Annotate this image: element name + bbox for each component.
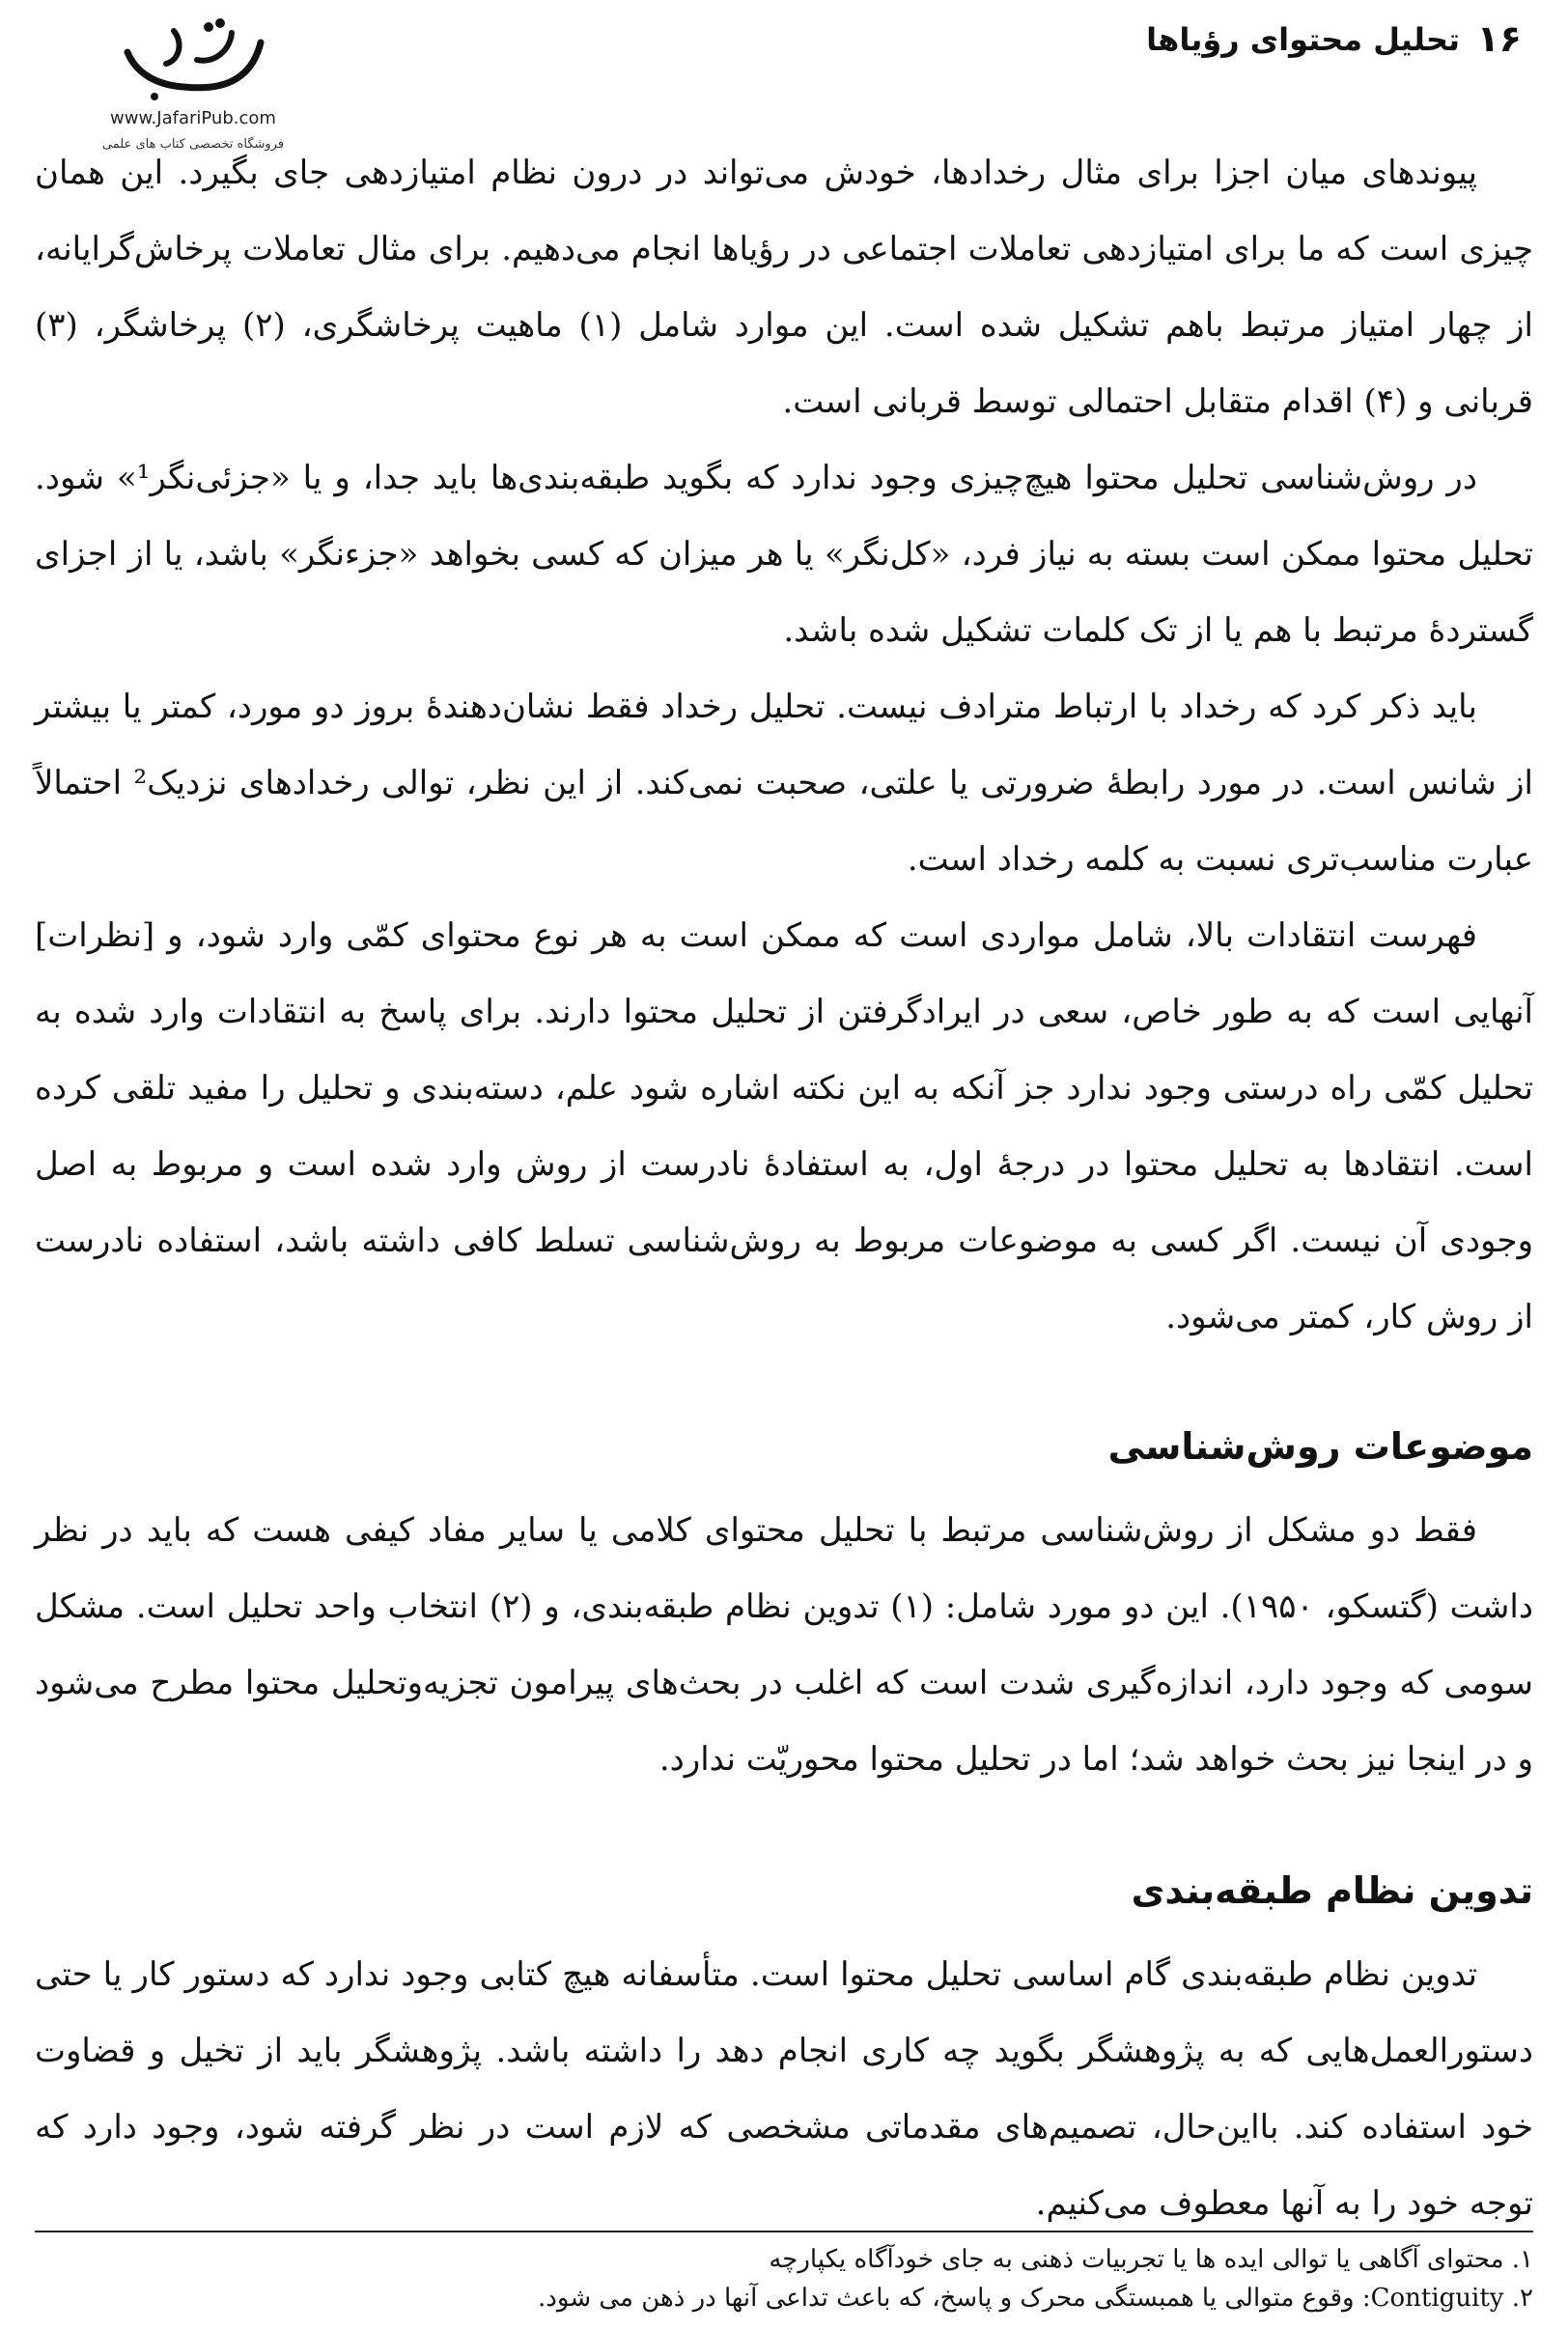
footnote-1 xyxy=(35,2240,1533,2279)
page-number: ۱۶ xyxy=(1476,17,1522,60)
footnote-text: : وقوع متوالی یا همبستگی محرک و پاسخ، که باعث تداعی آنها در ذهن می شود. xyxy=(538,2284,1371,2313)
footnote-marker: ۲. xyxy=(1511,2284,1533,2313)
body-paragraph-4: فهرست انتقادات بالا، شامل مواردی است که ممکن است به هر نوع محتوای کمّی وارد شود، و [نظرات] آنهایی است که به طور خاص، سعی در ایرادگرفتن از تحلیل محتوا دارند. برای پاسخ به انتقادات وارد شده به تحلیل کمّی راه درستی وجود ندارد جز آنکه به این نکته اشاره شود علم، دسته‌بندی و تحلیل را مفید تلقی کرده است. انتقادها به تحلیل محتوا در درجهٔ اول، به استفادهٔ نادرست از روش وارد شده است و مربوط به اصل وجودی آن نیست. اگر کسی به موضوعات مربوط به روش‌شناسی تسلط کافی داشته باشد، استفاده نادرست از روش کار، کمتر می‌شود. xyxy=(35,916,1533,1336)
section-1-paragraph: فقط دو مشکل از روش‌شناسی مرتبط با تحلیل محتوای کلامی یا سایر مفاد کیفی هست که باید در نظر داشت (گتسکو، ۱۹۵۰). این دو مورد شامل: (۱) تدوین نظام طبقه‌بندی، و (۲) انتخاب واحد تحلیل است. مشکل سومی که وجود دارد، اندازه‌گیری شدت است که اغلب در بحث‌های پیرامون تجزیه‌وتحلیل محتوا مطرح می‌شود و در اینجا نیز بحث خواهد شد؛ اما در تحلیل محتوا محوریّت ندارد. xyxy=(35,1511,1534,1779)
publisher-url: www.JafariPub.com xyxy=(110,108,276,128)
section-heading-classification: تدوین نظام طبقه‌بندی xyxy=(1131,1869,1533,1912)
body-paragraph-2: در روش‌شناسی تحلیل محتوا هیچ‌چیزی وجود ندارد که بگوید طبقه‌بندی‌ها باید جدا، و یا «جزئی‌نگر¹» شود. تحلیل محتوا ممکن است بسته به نیاز فرد، «کل‌نگر» یا هر میزان که کسی بخواهد «جزءنگر» باشد، یا از اجزای گستردهٔ مرتبط با هم یا از تک کلمات تشکیل شده باشد. xyxy=(35,459,1533,650)
section-2-paragraph: تدوین نظام طبقه‌بندی گام اساسی تحلیل محتوا است. متأسفانه هیچ کتابی وجود ندارد که دستور کار یا حتی دستورالعمل‌هایی که به پژوهشگر بگوید چه کاری انجام دهد را داشته باشد. پژوهشگر باید از تخیل و قضاوت خود استفاده کند. بااین‌حال، تصمیم‌های مقدماتی مشخصی که لازم است در نظر گرفته شود، وجود دارد که توجه خود را به آنها معطوف می‌کنیم. xyxy=(35,1955,1533,2223)
footnotes xyxy=(35,2240,1533,2317)
footnote-marker: ۱. xyxy=(1511,2245,1533,2274)
body-paragraph-3: باید ذکر کرد که رخداد با ارتباط مترادف نیست. تحلیل رخداد فقط نشان‌دهندهٔ بروز دو مورد، کمتر یا بیشتر از شانس است. در مورد رابطهٔ ضرورتی یا علتی، صحبت نمی‌کند. از این نظر، توالی رخدادهای نزدیک² احتمالاً عبارت مناسب‌تری نسبت به کلمه رخداد است. xyxy=(35,688,1533,879)
main-content xyxy=(35,135,1533,2242)
section-heading-methodology: موضوعات روش‌شناسی xyxy=(1107,1425,1533,1468)
footnote-term: Contiguity xyxy=(1370,2284,1504,2313)
publisher-tagline: فروشگاه تخصصی کتاب های علمی xyxy=(101,137,285,152)
body-paragraph-1: پیوندهای میان اجزا برای مثال رخدادها، خودش می‌تواند در درون نظام امتیازدهی جای بگیرد. این همان چیزی است که ما برای امتیازدهی تعاملات اجتماعی در رؤیاها انجام می‌دهیم. برای مثال تعاملات پرخاش‌گرایانه، از چهار امتیاز مرتبط باهم تشکیل شده است. این موارد شامل (۱) ماهیت پرخاشگری، (۲) پرخاشگر، (۳) قربانی و (۴) اقدام متقابل احتمالی توسط قربانی است. xyxy=(35,154,1533,421)
footnote-divider xyxy=(35,2231,1533,2232)
running-title: تحلیل محتوای رؤیاها xyxy=(1146,21,1460,58)
footnote-text: محتوای آگاهی یا توالی ایده ها یا تجربیات ذهنی به جای خودآگاه یکپارچه xyxy=(769,2245,1504,2274)
footnote-2 xyxy=(35,2279,1533,2317)
publisher-logo-mark-icon xyxy=(116,14,280,106)
